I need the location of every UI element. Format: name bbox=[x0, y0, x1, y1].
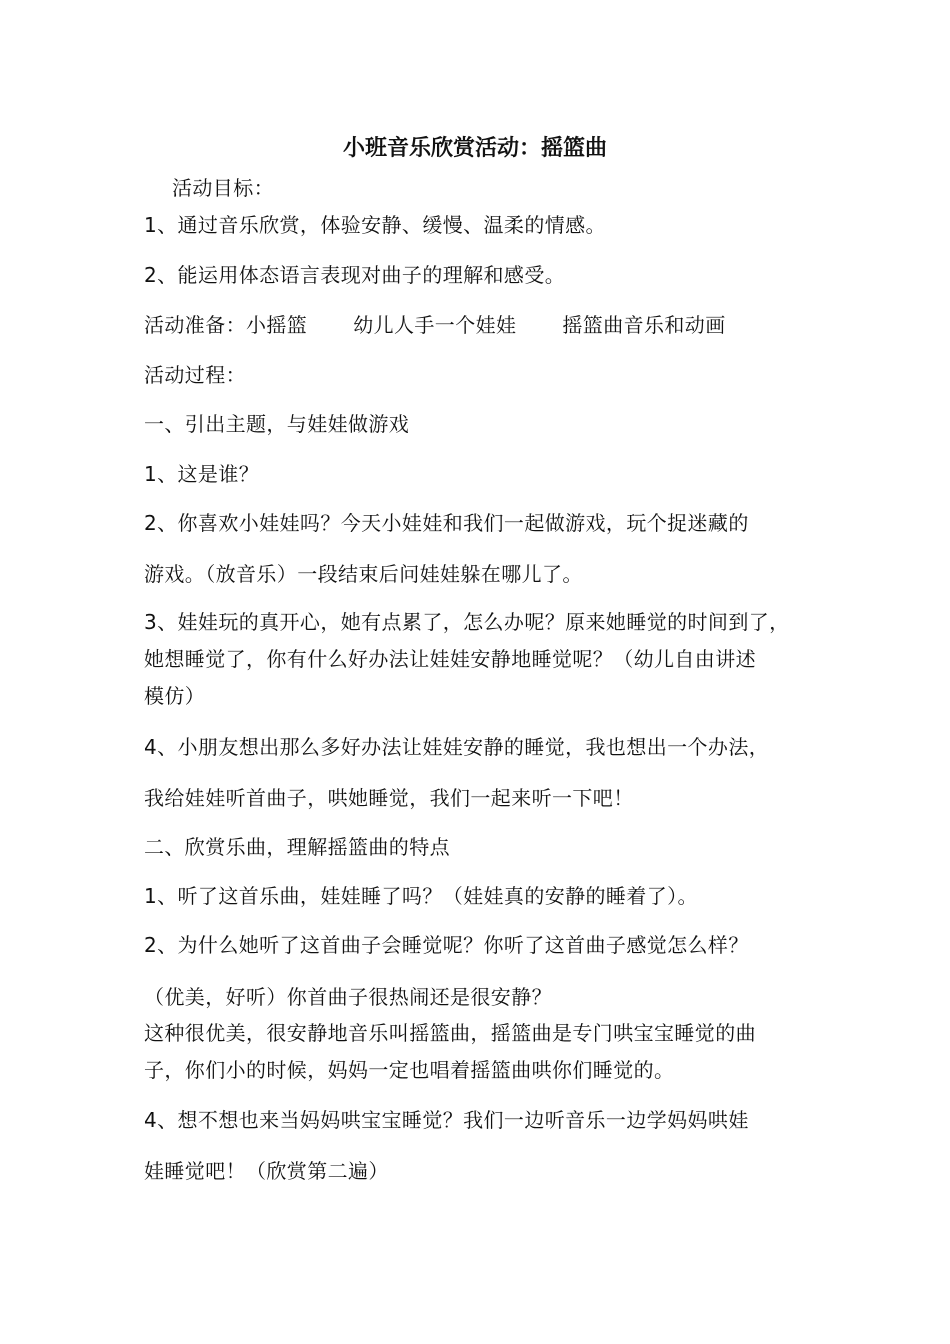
goal-line-1: 1、通过音乐欣赏，体验安静、缓慢、温柔的情感。 bbox=[144, 213, 606, 237]
paragraph-line: 2、为什么她听了这首曲子会睡觉呢？你听了这首曲子感觉怎么样？ bbox=[144, 933, 749, 957]
paragraph-line: 4、小朋友想出那么多好办法让娃娃安静的睡觉，我也想出一个办法， bbox=[144, 735, 770, 759]
preparation-item-3: 摇篮曲音乐和动画 bbox=[562, 313, 726, 337]
paragraph-line: 这种很优美，很安静地音乐叫摇篮曲，摇篮曲是专门哄宝宝睡觉的曲 bbox=[144, 1021, 756, 1045]
goals-heading: 活动目标： bbox=[172, 176, 274, 200]
paragraph-line: 3、娃娃玩的真开心，她有点累了，怎么办呢？原来她睡觉的时间到了， bbox=[144, 610, 790, 634]
section-heading-2: 二、欣赏乐曲，理解摇篮曲的特点 bbox=[144, 835, 450, 859]
paragraph-line: 游戏。（放音乐）一段结束后问娃娃躲在哪儿了。 bbox=[144, 562, 583, 586]
preparation-line bbox=[144, 311, 726, 339]
preparation-item-2: 幼儿人手一个娃娃 bbox=[353, 313, 517, 337]
paragraph-line: 1、听了这首乐曲，娃娃睡了吗？（娃娃真的安静的睡着了）。 bbox=[144, 884, 698, 908]
paragraph-line: 我给娃娃听首曲子，哄她睡觉，我们一起来听一下吧！ bbox=[144, 786, 634, 810]
paragraph-line: 她想睡觉了，你有什么好办法让娃娃安静地睡觉呢？（幼儿自由讲述 bbox=[144, 647, 756, 671]
paragraph-line: 4、想不想也来当妈妈哄宝宝睡觉？我们一边听音乐一边学妈妈哄娃 bbox=[144, 1108, 749, 1132]
process-heading: 活动过程： bbox=[144, 363, 246, 387]
paragraph-line: （优美，好听）你首曲子很热闹还是很安静？ bbox=[144, 985, 552, 1009]
section-heading-1: 一、引出主题，与娃娃做游戏 bbox=[144, 412, 410, 436]
document-title: 小班音乐欣赏活动：摇篮曲 bbox=[342, 136, 607, 161]
paragraph-line: 模仿） bbox=[144, 684, 206, 708]
goal-line-2: 2、能运用体态语言表现对曲子的理解和感受。 bbox=[144, 263, 566, 287]
paragraph-line: 1、这是谁？ bbox=[144, 462, 260, 486]
preparation-item-1: 活动准备：小摇篮 bbox=[144, 313, 308, 337]
paragraph-line: 2、你喜欢小娃娃吗？今天小娃娃和我们一起做游戏，玩个捉迷藏的 bbox=[144, 511, 749, 535]
paragraph-line: 娃睡觉吧！（欣赏第二遍） bbox=[144, 1159, 389, 1183]
paragraph-line: 子，你们小的时候，妈妈一定也唱着摇篮曲哄你们睡觉的。 bbox=[144, 1058, 675, 1082]
